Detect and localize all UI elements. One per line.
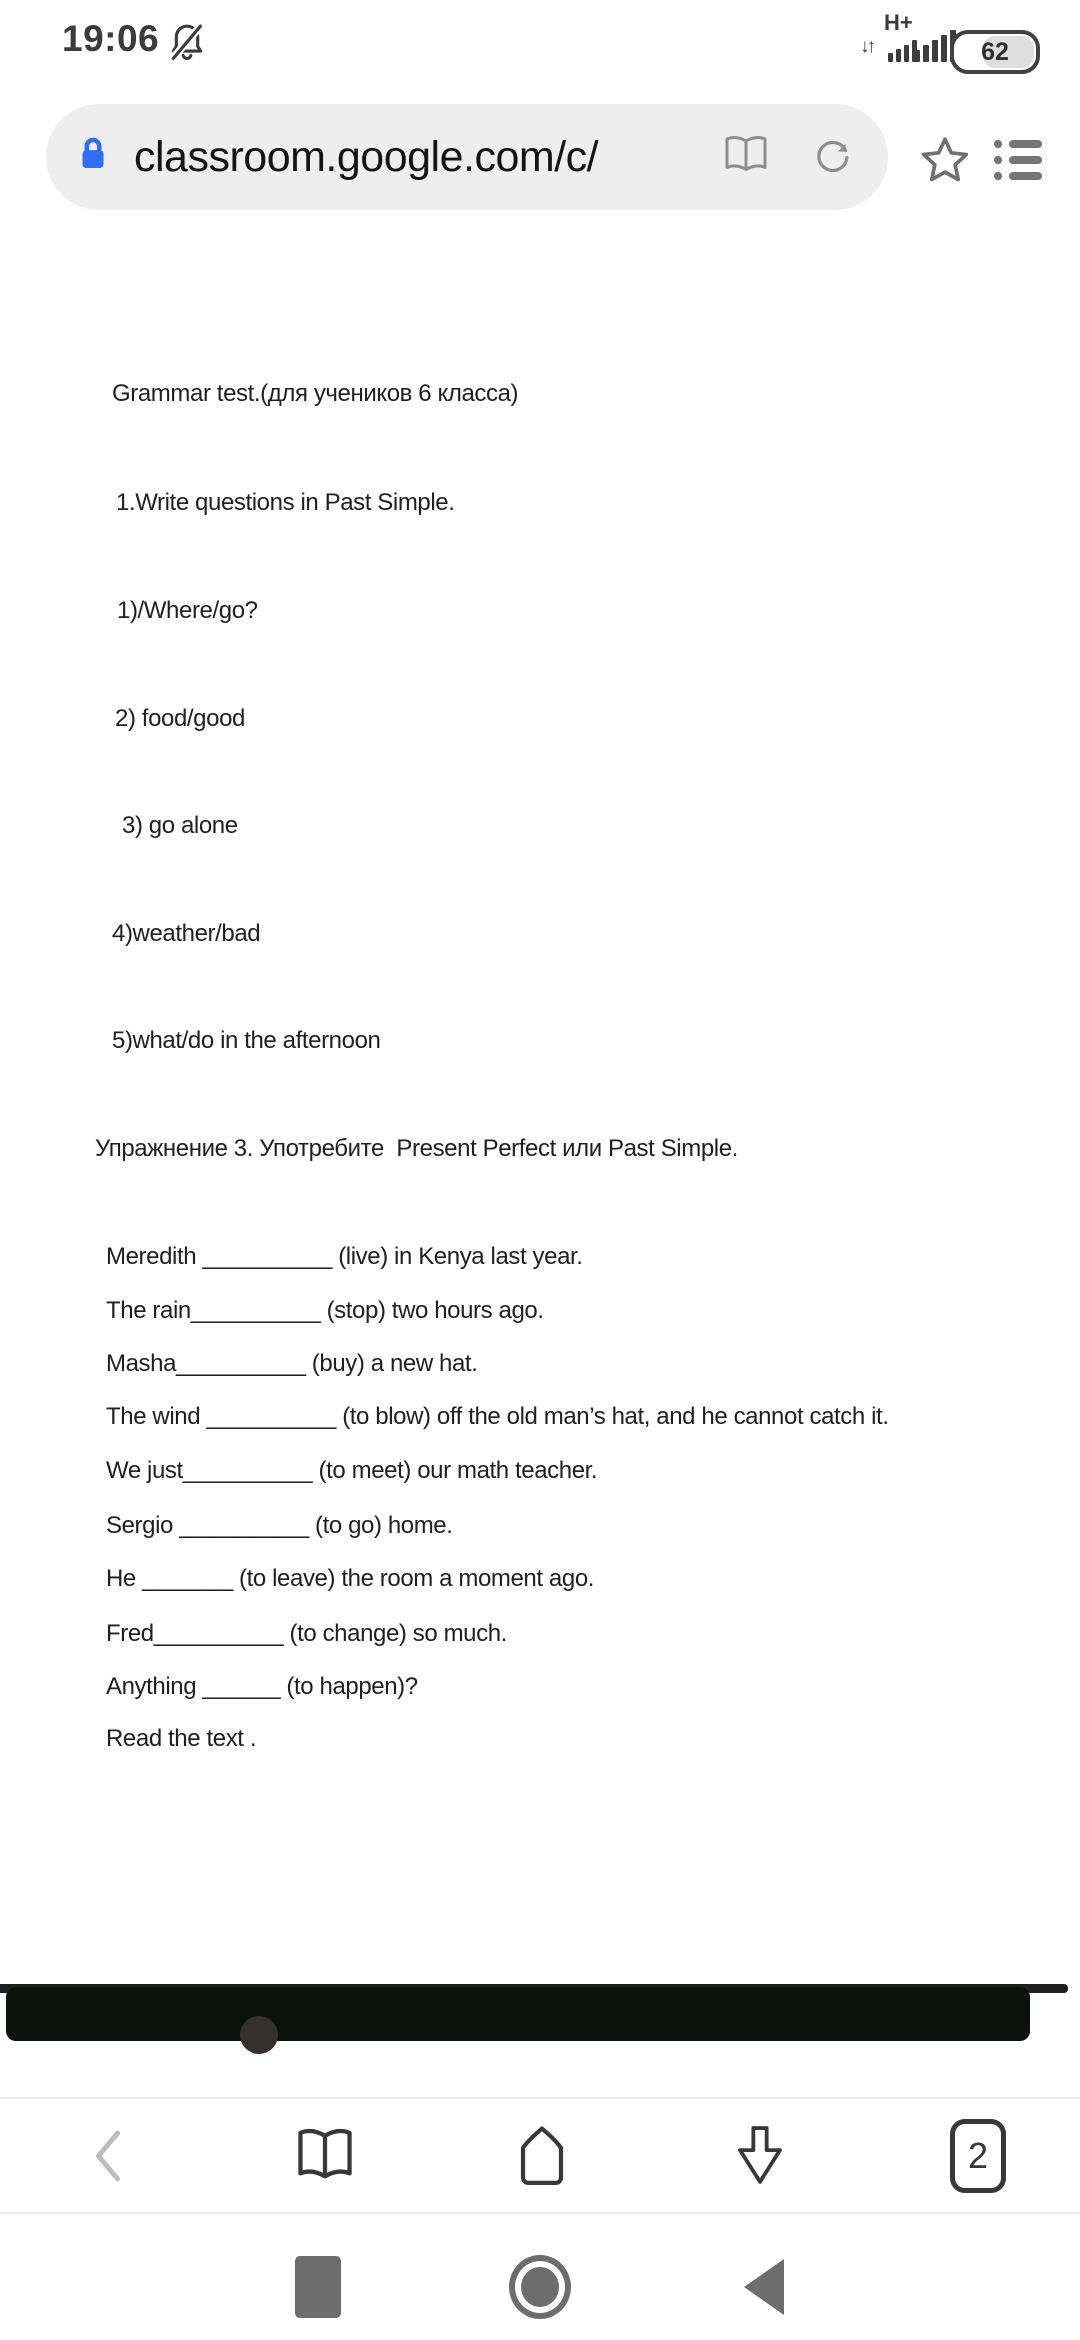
status-bar	[0, 0, 1080, 78]
tab-count: 2	[967, 2135, 989, 2176]
network-type-label: H+	[884, 10, 913, 35]
reader-mode-icon[interactable]	[722, 135, 770, 180]
url-bar[interactable]	[46, 104, 888, 210]
document-line: Fred__________ (to change) so much.	[106, 1620, 507, 1647]
clock: 19:06	[62, 18, 160, 59]
document-line: Masha__________ (buy) a new hat.	[106, 1350, 478, 1377]
tab-switcher-button[interactable]	[950, 2119, 1006, 2193]
nav-back-button[interactable]	[744, 2259, 784, 2315]
document-line: Read the text .	[106, 1725, 257, 1752]
document-line: 1)/Where/go?	[117, 597, 258, 624]
bookmark-star-icon[interactable]	[919, 134, 971, 191]
bookshelf-button[interactable]	[293, 2127, 357, 2185]
muted-bell-icon	[166, 20, 208, 71]
document-line: Упражнение 3. Употребите Present Perfect или Past Simple.	[95, 1135, 738, 1162]
tab-counter-box	[950, 2119, 1006, 2193]
bookmarks-list-icon[interactable]	[994, 140, 1042, 180]
recents-button[interactable]	[295, 2256, 341, 2318]
document-line: Anything ______ (to happen)?	[106, 1673, 418, 1700]
embed-peek-circle	[240, 2016, 278, 2054]
signal-bars-sim1-icon	[888, 40, 917, 62]
toolbar-top-divider	[0, 2097, 1080, 2099]
document-line: Meredith __________ (live) in Kenya last year.	[106, 1243, 583, 1270]
document-line: 5)what/do in the afternoon	[112, 1027, 381, 1054]
document-line: 4)weather/bad	[112, 920, 261, 947]
https-lock-icon	[76, 134, 110, 181]
browser-back-button[interactable]	[87, 2126, 129, 2186]
document-line: Grammar test.(для учеников 6 класса)	[112, 380, 519, 407]
page-embed-dark-banner[interactable]	[6, 1987, 1030, 2041]
document-line: The rain__________ (stop) two hours ago.	[106, 1297, 544, 1324]
document-line: He _______ (to leave) the room a moment ago.	[106, 1565, 595, 1592]
battery-percent: 62	[981, 37, 1009, 66]
document-line: 1.Write questions in Past Simple.	[116, 489, 455, 516]
battery-indicator	[950, 30, 1040, 74]
document-line: The wind __________ (to blow) off the old man’s hat, and he cannot catch it.	[106, 1403, 889, 1430]
document-line: We just__________ (to meet) our math teacher.	[106, 1457, 598, 1484]
document-line: 3) go alone	[122, 812, 238, 839]
document-line: 2) food/good	[115, 705, 245, 732]
nav-home-button-dot	[521, 2267, 559, 2307]
refresh-icon[interactable]	[812, 134, 854, 181]
url-text[interactable]: classroom.google.com/c/	[134, 132, 599, 181]
home-button[interactable]	[513, 2124, 571, 2188]
download-button[interactable]	[731, 2124, 789, 2188]
document-line: Sergio __________ (to go) home.	[106, 1512, 453, 1539]
data-activity-icon: ↓↑	[860, 36, 873, 57]
